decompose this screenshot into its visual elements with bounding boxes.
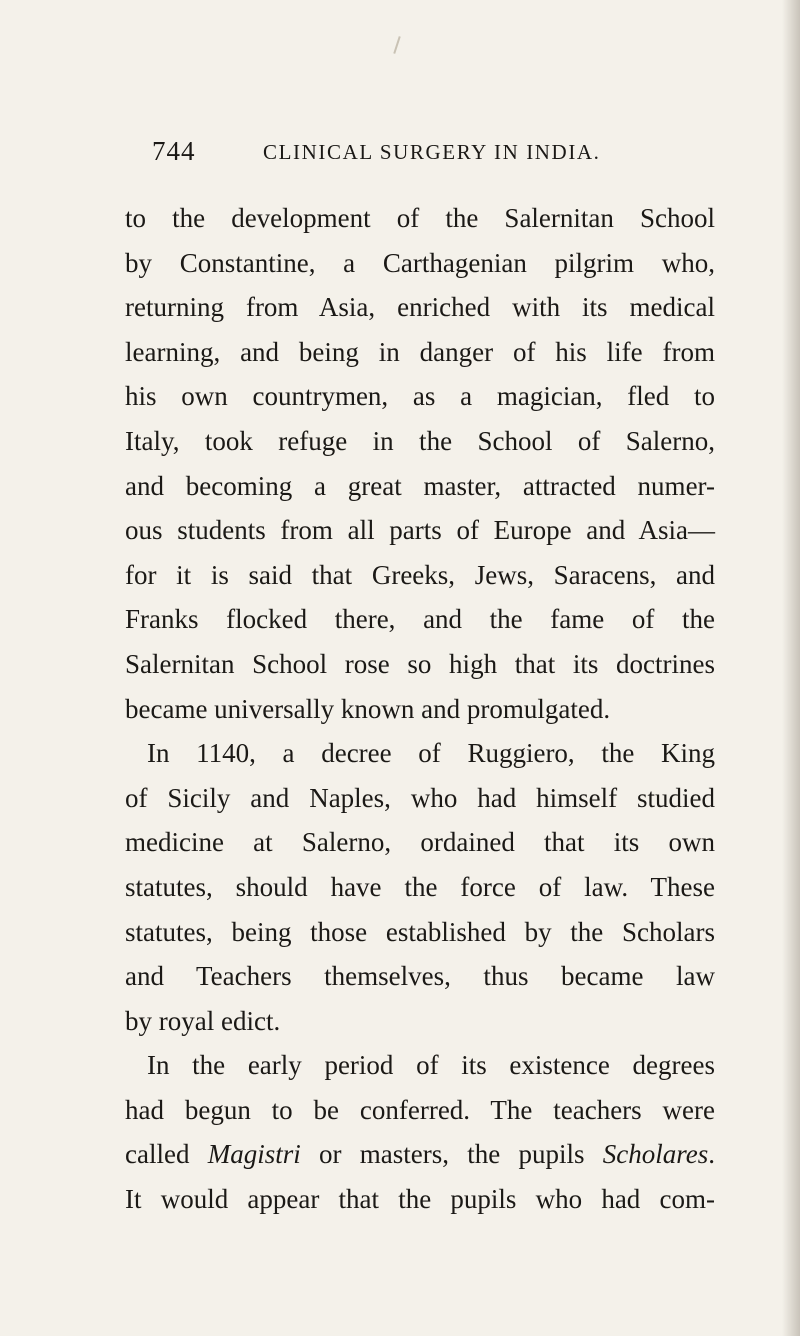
paragraph-start-line: In 1140, a decree of Ruggiero, the King [147, 738, 715, 769]
text-line: his own countrymen, as a magician, fled to [125, 381, 715, 412]
italic-term-scholares: Scholares [602, 1139, 709, 1170]
body-text [125, 196, 715, 1222]
page-header [152, 136, 752, 176]
text-line-with-italics [125, 1132, 715, 1177]
text-line: and becoming a great master, attracted numer- [125, 470, 715, 501]
text-line: for it is said that Greeks, Jews, Saracens, and [125, 559, 715, 590]
text-line: by Constantine, a Carthagenian pilgrim who, [125, 247, 715, 278]
text-line: It would appear that the pupils who had com- [125, 1184, 715, 1215]
page-edge-shadow [782, 0, 800, 1336]
text-line: learning, and being in danger of his life from [125, 336, 715, 367]
text-line: Italy, took refuge in the School of Salerno, [125, 425, 715, 456]
paragraph-start-line: In the early period of its existence degrees [147, 1050, 715, 1081]
text-line: had begun to be conferred. The teachers were [125, 1094, 715, 1125]
text-line: of Sicily and Naples, who had himself studied [125, 782, 715, 813]
italic-term-magistri: Magistri [207, 1139, 301, 1170]
running-head: CLINICAL SURGERY IN INDIA. [263, 140, 601, 164]
text-fragment: . [708, 1139, 715, 1170]
text-line: statutes, being those established by the Scholars [125, 916, 715, 947]
text-line: ous students from all parts of Europe and Asia— [125, 515, 715, 546]
text-line: Franks flocked there, and the fame of the [125, 604, 715, 635]
text-fragment: called [125, 1139, 208, 1170]
text-line: medicine at Salerno, ordained that its own [125, 827, 715, 858]
text-line: Salernitan School rose so high that its doctrines [125, 648, 715, 679]
text-line: to the development of the Salernitan School [125, 203, 715, 233]
text-line: returning from Asia, enriched with its medical [125, 292, 715, 323]
text-fragment: or masters, the pupils [300, 1139, 603, 1170]
text-line: by royal edict. [125, 1005, 281, 1036]
text-line: became universally known and promulgated. [125, 693, 611, 724]
text-line: statutes, should have the force of law. These [125, 871, 715, 902]
page-number: 744 [152, 136, 196, 166]
stray-mark [393, 36, 400, 54]
text-line: and Teachers themselves, thus became law [125, 961, 715, 992]
